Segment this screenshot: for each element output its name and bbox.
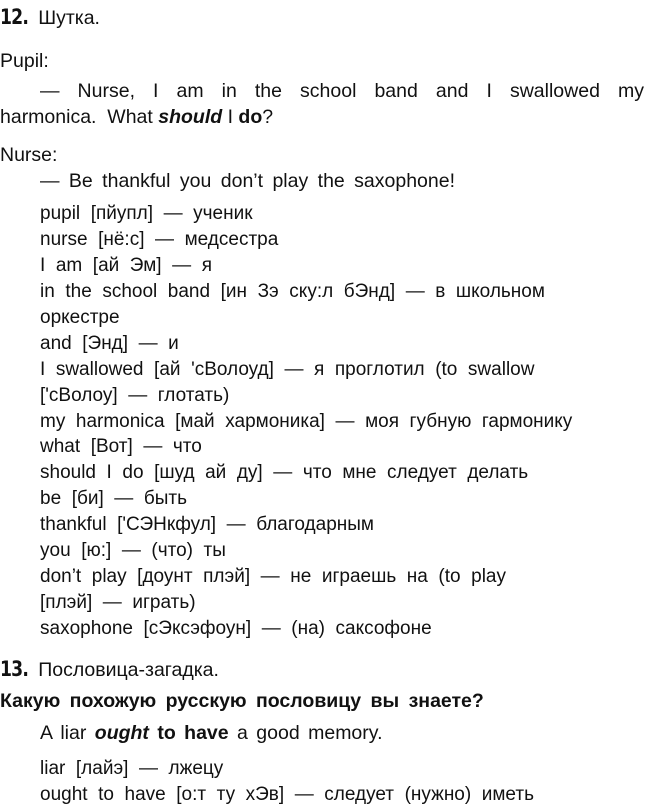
section-12-title: Шутка. — [38, 7, 100, 29]
question-line: Какую похожую русскую пословицу вы знаете? — [0, 690, 484, 712]
nurse-label: Nurse: — [0, 144, 58, 166]
proverb-post: a good memory. — [228, 722, 383, 744]
pupil-label: Pupil: — [0, 50, 49, 72]
pupil-line-2-mid: I — [222, 106, 239, 128]
pupil-line-1-word: my — [617, 80, 644, 102]
vocab-line: pupil [пйупл] — ученик — [40, 203, 253, 224]
pupil-line-1-word: am — [176, 80, 204, 102]
vocab-line: should I do [шуд ай ду] — что мне следует делать — [40, 462, 529, 483]
pupil-line-2-emphasis: should — [158, 106, 223, 128]
pupil-line-2-pre: harmonica. What — [0, 106, 159, 128]
pupil-line-1-word: Nurse, — [77, 80, 135, 102]
pupil-line-1-word: school — [300, 80, 357, 102]
pupil-line-1-word: I — [486, 80, 492, 102]
vocab-line: and [Энд] — и — [40, 333, 179, 354]
vocab-line: be [би] — быть — [40, 488, 187, 509]
vocab-line: saxophone [сЭксэфоун] — (на) саксофоне — [40, 618, 432, 639]
vocab-line: my harmonica [май хармоника] — моя губную гармонику — [40, 411, 573, 432]
vocab-line: you [ю:] — (что) ты — [40, 540, 226, 561]
pupil-line-1-word: — — [40, 80, 60, 102]
pupil-line-1-word: band — [374, 80, 418, 102]
vocab-line: [плэй] — играть) — [40, 592, 196, 613]
nurse-line: — Be thankful you don’t play the saxophone! — [40, 170, 456, 192]
vocab-line: liar [лайэ] — лжецу — [40, 758, 224, 779]
vocab-line: ['сВолоу] — глотать) — [40, 385, 230, 406]
vocab-line: thankful ['СЭНкфул] — благодарным — [40, 514, 374, 535]
vocab-line: I swallowed [ай 'сВолоуд] — я проглотил (to swallow — [40, 359, 535, 380]
pupil-line-1-word: swallowed — [509, 80, 600, 102]
pupil-line-1-word: the — [254, 80, 282, 102]
pupil-line-2 — [0, 104, 273, 130]
vocab-line: in the school band [ин Зэ ску:л бЭнд] — в школьном — [40, 281, 545, 302]
vocab-line: nurse [нё:с] — медсестра — [40, 229, 279, 250]
vocab-line: I am [ай Эм] — я — [40, 255, 212, 276]
pupil-line-1 — [40, 78, 644, 104]
pupil-line-1-word: in — [221, 80, 237, 102]
pupil-line-2-bold: do — [238, 106, 263, 128]
proverb-line — [40, 720, 383, 746]
vocab-line: оркестре — [40, 307, 120, 328]
section-12-heading — [0, 4, 100, 30]
vocab-line: ought to have [о:т ту хЭв] — следует (нужно) иметь — [40, 784, 534, 805]
vocab-line: don’t play [доунт плэй] — не играешь на (to play — [40, 566, 506, 587]
proverb-emphasis: ought — [94, 722, 149, 744]
section-13-title: Пословица-загадка. — [38, 659, 219, 681]
vocab-line: what [Вот] — что — [40, 436, 202, 457]
pupil-line-1-word: I — [153, 80, 159, 102]
pupil-line-1-word: and — [435, 80, 469, 102]
pupil-line-2-post: ? — [262, 106, 274, 128]
proverb-bold: to have — [157, 722, 229, 744]
section-13-number: 13. — [0, 657, 29, 681]
proverb-pre: A liar — [40, 722, 95, 744]
section-13-heading — [0, 656, 219, 682]
section-12-number: 12. — [0, 5, 29, 29]
